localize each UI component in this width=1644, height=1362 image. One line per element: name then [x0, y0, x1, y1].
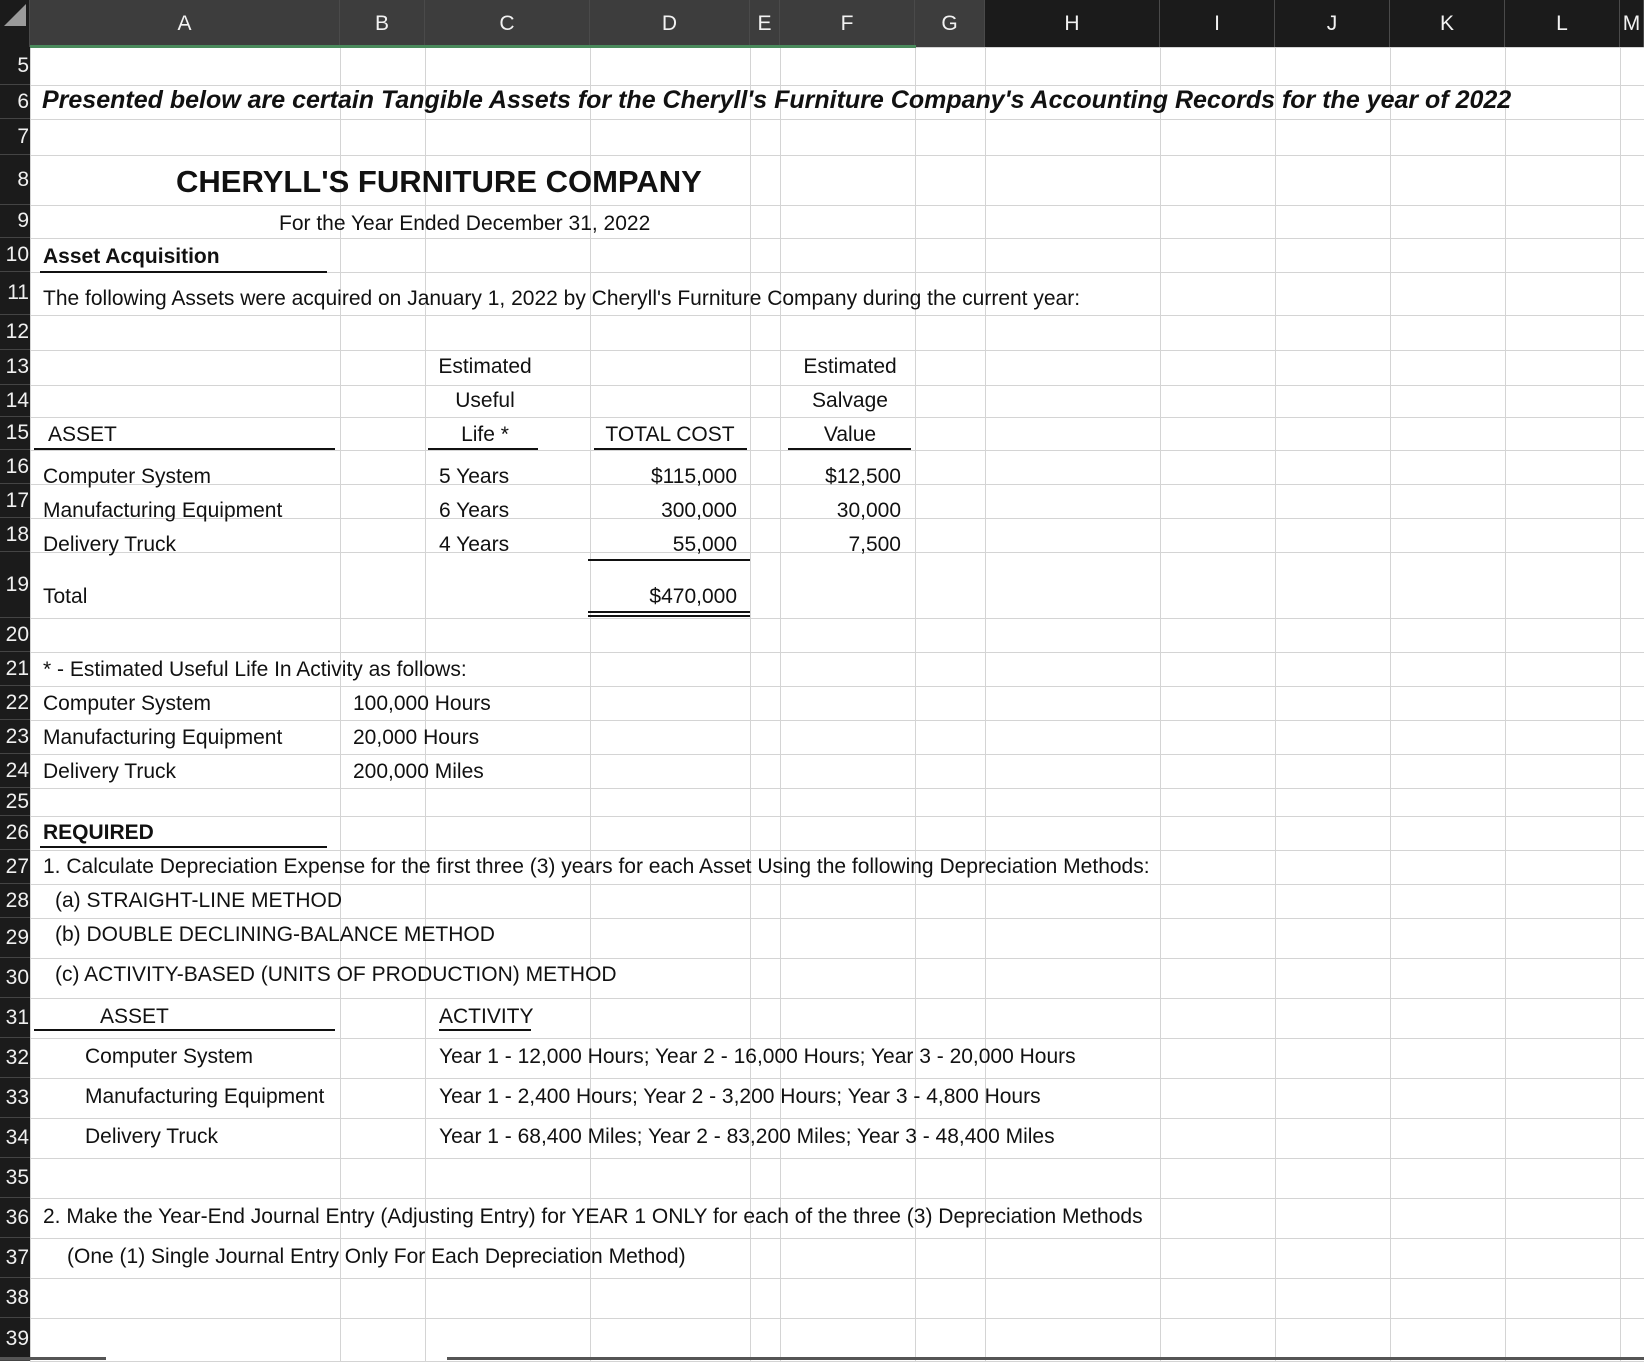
row-header-34[interactable]: 34	[0, 1118, 30, 1158]
total-cost[interactable]: $470,000	[649, 585, 737, 608]
row-gridline	[30, 1318, 1644, 1319]
head-life-3[interactable]: Life *	[461, 423, 509, 446]
head-salvage-1[interactable]: Estimated	[803, 355, 897, 378]
activity-row-asset[interactable]: Manufacturing Equipment	[85, 1085, 325, 1108]
row-header-16[interactable]: 16	[0, 450, 30, 484]
row-header-26[interactable]: 26	[0, 816, 30, 850]
activity-row-value[interactable]: Year 1 - 68,400 Miles; Year 2 - 83,200 Miles; Year 3 - 48,400 Miles	[439, 1125, 1055, 1148]
row-gridline	[30, 958, 1644, 959]
row-gridline	[30, 315, 1644, 316]
table-row-asset[interactable]: Computer System	[43, 465, 212, 488]
select-all-icon	[4, 4, 26, 26]
row-header-28[interactable]: 28	[0, 884, 30, 918]
head-life-underline	[428, 448, 538, 450]
column-header-f[interactable]: F	[780, 0, 915, 47]
column-header-a[interactable]: A	[30, 0, 340, 47]
row-header-35[interactable]: 35	[0, 1158, 30, 1198]
column-gridline	[340, 47, 341, 1361]
column-header-e[interactable]: E	[750, 0, 780, 47]
column-gridline	[1620, 47, 1621, 1361]
row-gridline	[30, 788, 1644, 789]
row-header-36[interactable]: 36	[0, 1198, 30, 1238]
column-header-i[interactable]: I	[1160, 0, 1275, 47]
cost-subtotal-underline	[588, 559, 750, 561]
row-gridline	[30, 238, 1644, 239]
table-row-cost[interactable]: 55,000	[672, 533, 737, 556]
head-salvage-2[interactable]: Salvage	[812, 389, 888, 412]
row-gridline	[30, 652, 1644, 653]
activity-life-asset[interactable]: Delivery Truck	[43, 760, 177, 783]
table-row-salvage[interactable]: $12,500	[825, 465, 901, 488]
requirement-1[interactable]: 1. Calculate Depreciation Expense for the first three (3) years for each Asset Using the following Depreciation Methods:	[43, 855, 1150, 878]
row-header-13[interactable]: 13	[0, 350, 30, 385]
column-header-g[interactable]: G	[915, 0, 985, 47]
bottom-edge	[447, 1357, 1644, 1360]
column-gridline	[30, 47, 31, 1361]
column-gridline	[1275, 47, 1276, 1361]
total-double-underline	[588, 611, 750, 617]
row-gridline	[30, 350, 1644, 351]
requirement-2-sub[interactable]: (One (1) Single Journal Entry Only For Each Depreciation Method)	[67, 1245, 686, 1268]
activity-row-value[interactable]: Year 1 - 2,400 Hours; Year 2 - 3,200 Hours; Year 3 - 4,800 Hours	[439, 1085, 1041, 1108]
row-header-38[interactable]: 38	[0, 1278, 30, 1318]
column-gridline	[1390, 47, 1391, 1361]
acquired-note[interactable]: The following Assets were acquired on January 1, 2022 by Cheryll's Furniture Company during the current year:	[43, 287, 1081, 310]
activity-head-asset-underline	[34, 1029, 335, 1031]
intro-text[interactable]: Presented below are certain Tangible Assets for the Cheryll's Furniture Company's Accounting Records for the year of 2022	[42, 86, 1512, 114]
column-header-j[interactable]: J	[1275, 0, 1390, 47]
row-header-7[interactable]: 7	[0, 119, 30, 155]
activity-life-asset[interactable]: Computer System	[43, 692, 212, 715]
activity-row-asset[interactable]: Computer System	[85, 1045, 254, 1068]
activity-note[interactable]: * - Estimated Useful Life In Activity as follows:	[43, 658, 467, 681]
table-row-cost[interactable]: $115,000	[650, 465, 737, 488]
activity-life-value[interactable]: 20,000 Hours	[353, 726, 480, 749]
table-row-life[interactable]: 4 Years	[439, 533, 510, 556]
activity-head-asset[interactable]: ASSET	[100, 1005, 169, 1028]
row-gridline	[30, 998, 1644, 999]
row-header-12[interactable]: 12	[0, 315, 30, 350]
row-header-10[interactable]: 10	[0, 238, 30, 272]
row-gridline	[30, 816, 1644, 817]
row-gridline	[30, 1278, 1644, 1279]
section-asset-acquisition[interactable]: Asset Acquisition	[43, 245, 220, 268]
head-salvage-3[interactable]: Value	[823, 423, 877, 446]
activity-row-asset[interactable]: Delivery Truck	[85, 1125, 219, 1148]
activity-head-activity-underline	[439, 1029, 531, 1031]
method-straight-line[interactable]: (a) STRAIGHT-LINE METHOD	[55, 889, 343, 912]
method-activity-based[interactable]: (c) ACTIVITY-BASED (UNITS OF PRODUCTION) METHOD	[55, 963, 617, 986]
table-row-salvage[interactable]: 30,000	[836, 499, 901, 522]
row-header-37[interactable]: 37	[0, 1238, 30, 1278]
row-gridline	[30, 155, 1644, 156]
row-header-20[interactable]: 20	[0, 618, 30, 652]
row-gridline	[30, 754, 1644, 755]
select-all-corner[interactable]	[0, 0, 30, 47]
activity-life-value[interactable]: 200,000 Miles	[353, 760, 484, 783]
activity-life-value[interactable]: 100,000 Hours	[353, 692, 491, 715]
row-header-8[interactable]: 8	[0, 155, 30, 205]
column-header-k[interactable]: K	[1390, 0, 1505, 47]
row-header-14[interactable]: 14	[0, 385, 30, 417]
row-header-22[interactable]: 22	[0, 686, 30, 720]
row-gridline	[30, 618, 1644, 619]
activity-life-asset[interactable]: Manufacturing Equipment	[43, 726, 283, 749]
row-header-31[interactable]: 31	[0, 998, 30, 1038]
table-row-salvage[interactable]: 7,500	[848, 533, 901, 556]
section-underline	[40, 271, 327, 273]
row-header-30[interactable]: 30	[0, 958, 30, 998]
head-life-2[interactable]: Useful	[455, 389, 515, 412]
row-header-23[interactable]: 23	[0, 720, 30, 754]
row-header-27[interactable]: 27	[0, 850, 30, 884]
row-header-21[interactable]: 21	[0, 652, 30, 686]
row-gridline	[30, 1198, 1644, 1199]
column-gridline	[750, 47, 751, 1361]
row-gridline	[30, 1038, 1644, 1039]
head-cost-underline	[594, 448, 747, 450]
row-gridline	[30, 450, 1644, 451]
row-header-6[interactable]: 6	[0, 85, 30, 119]
company-title[interactable]: CHERYLL'S FURNITURE COMPANY	[176, 164, 702, 199]
row-gridline	[30, 119, 1644, 120]
row-header-18[interactable]: 18	[0, 518, 30, 552]
column-header-b[interactable]: B	[340, 0, 425, 47]
column-gridline	[1505, 47, 1506, 1361]
required-underline	[40, 846, 327, 848]
required-label[interactable]: REQUIRED	[43, 821, 154, 844]
row-gridline	[30, 850, 1644, 851]
head-total-cost[interactable]: TOTAL COST	[605, 423, 735, 446]
row-gridline	[30, 1118, 1644, 1119]
column-header-l[interactable]: L	[1505, 0, 1620, 47]
column-header-m[interactable]: M	[1620, 0, 1644, 47]
row-gridline	[30, 1078, 1644, 1079]
column-gridline	[780, 47, 781, 1361]
column-gridline	[1160, 47, 1161, 1361]
row-header-25[interactable]: 25	[0, 788, 30, 816]
column-header-h[interactable]: H	[985, 0, 1160, 47]
row-header-9[interactable]: 9	[0, 205, 30, 238]
row-gridline	[30, 720, 1644, 721]
row-gridline	[30, 1238, 1644, 1239]
row-header-39[interactable]: 39	[0, 1318, 30, 1361]
row-gridline	[30, 884, 1644, 885]
activity-head-activity[interactable]: ACTIVITY	[439, 1005, 534, 1028]
method-double-declining[interactable]: (b) DOUBLE DECLINING-BALANCE METHOD	[55, 923, 495, 946]
row-gridline	[30, 918, 1644, 919]
row-header-24[interactable]: 24	[0, 754, 30, 788]
column-gridline	[985, 47, 986, 1361]
row-gridline	[30, 417, 1644, 418]
row-header-5[interactable]: 5	[0, 47, 30, 85]
row-header-11[interactable]: 11	[0, 272, 30, 315]
row-gridline	[30, 1158, 1644, 1159]
head-life-1[interactable]: Estimated	[438, 355, 532, 378]
column-gridline	[590, 47, 591, 1361]
table-row-asset[interactable]: Manufacturing Equipment	[43, 499, 283, 522]
row-header-19[interactable]: 19	[0, 552, 30, 618]
row-header-33[interactable]: 33	[0, 1078, 30, 1118]
table-row-cost[interactable]: 300,000	[661, 499, 737, 522]
table-row-asset[interactable]: Delivery Truck	[43, 533, 177, 556]
row-gridline	[30, 686, 1644, 687]
selection-indicator	[30, 45, 916, 48]
row-header-29[interactable]: 29	[0, 918, 30, 958]
requirement-2[interactable]: 2. Make the Year-End Journal Entry (Adjusting Entry) for YEAR 1 ONLY for each of the three (3) Depreciation Methods	[43, 1205, 1143, 1228]
total-label[interactable]: Total	[43, 585, 88, 608]
table-row-life[interactable]: 5 Years	[439, 465, 510, 488]
bottom-edge	[0, 1357, 106, 1360]
row-header-15[interactable]: 15	[0, 417, 30, 450]
column-header-d[interactable]: D	[590, 0, 750, 47]
head-asset[interactable]: ASSET	[48, 423, 117, 446]
column-header-c[interactable]: C	[425, 0, 590, 47]
table-row-life[interactable]: 6 Years	[439, 499, 510, 522]
period-text[interactable]: For the Year Ended December 31, 2022	[279, 212, 651, 235]
head-salvage-underline	[788, 448, 911, 450]
activity-row-value[interactable]: Year 1 - 12,000 Hours; Year 2 - 16,000 Hours; Year 3 - 20,000 Hours	[439, 1045, 1076, 1068]
row-header-17[interactable]: 17	[0, 484, 30, 518]
row-header-32[interactable]: 32	[0, 1038, 30, 1078]
row-gridline	[30, 385, 1644, 386]
column-gridline	[915, 47, 916, 1361]
head-asset-underline	[34, 448, 335, 450]
row-gridline	[30, 205, 1644, 206]
